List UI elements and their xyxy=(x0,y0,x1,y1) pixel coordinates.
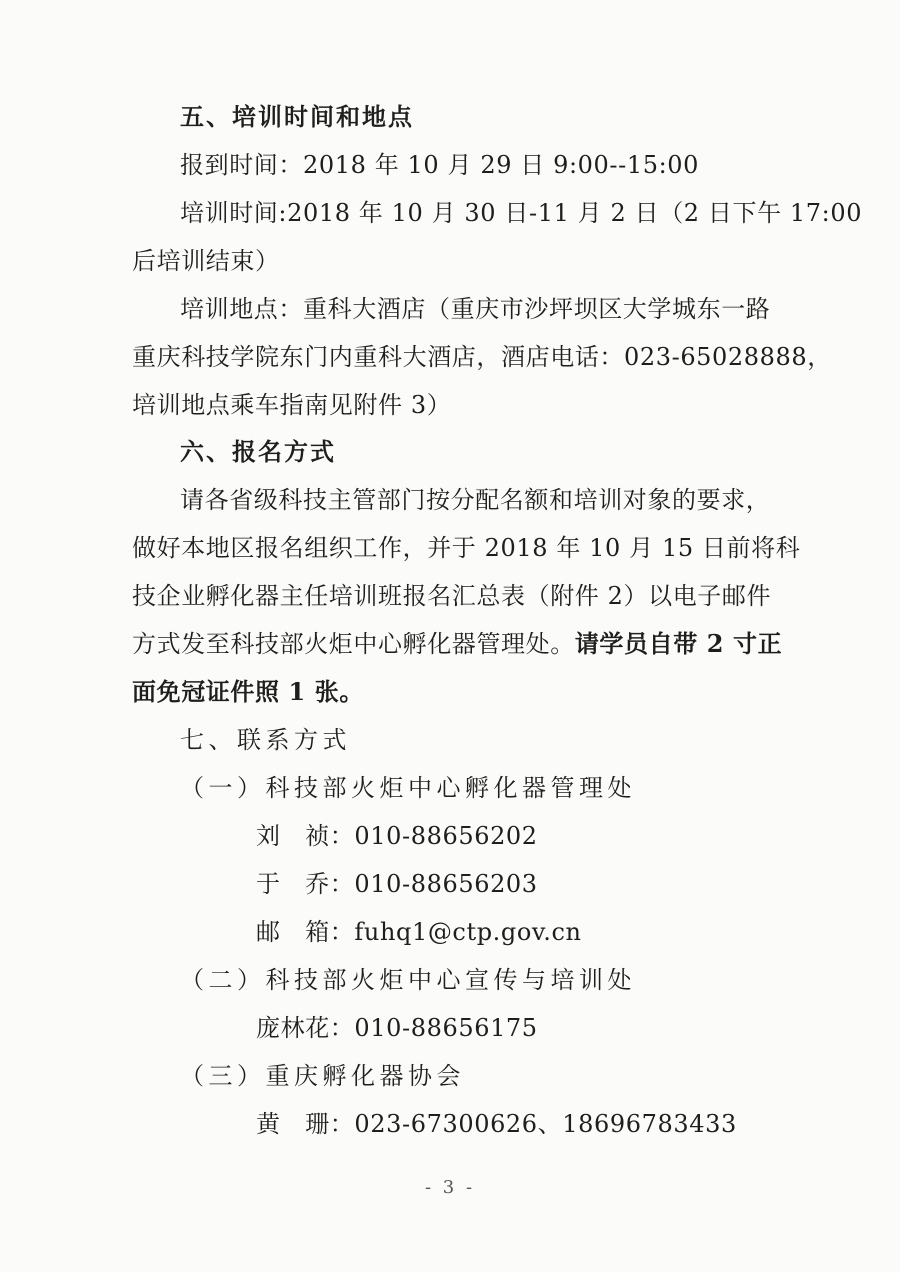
contact-yu-qiao: 于 乔：010-88656203 xyxy=(256,870,538,898)
venue-line-3: 培训地点乘车指南见附件 3） xyxy=(132,391,452,419)
contact-email: 邮 箱：fuhq1@ctp.gov.cn xyxy=(256,918,582,946)
registration-line-4 xyxy=(132,629,783,659)
registration-line-3: 技企业孵化器主任培训班报名汇总表（附件 2）以电子邮件 xyxy=(132,582,772,610)
registration-photo-note-part-2: 面免冠证件照 1 张。 xyxy=(132,677,365,706)
contact-group-2-title: （二）科技部火炬中心宣传与培训处 xyxy=(180,966,636,994)
training-time-line-1: 培训时间:2018 年 10 月 30 日-11 月 2 日（2 日下午 17:00 xyxy=(180,199,863,227)
section-7-heading: 七、联系方式 xyxy=(180,726,351,754)
contact-group-3-title: （三）重庆孵化器协会 xyxy=(180,1062,465,1090)
contact-liu-zhen: 刘 祯：010-88656202 xyxy=(256,822,538,850)
venue-line-1: 培训地点：重科大酒店（重庆市沙坪坝区大学城东一路 xyxy=(180,295,771,323)
registration-line-4-normal: 方式发至科技部火炬中心孵化器管理处。 xyxy=(132,630,575,658)
registration-line-1: 请各省级科技主管部门按分配名额和培训对象的要求， xyxy=(180,486,771,514)
page-number: - 3 - xyxy=(424,1177,476,1198)
registration-photo-note-part-1: 请学员自带 2 寸正 xyxy=(574,629,783,658)
venue-line-2: 重庆科技学院东门内重科大酒店，酒店电话：023-65028888， xyxy=(132,343,832,371)
checkin-time: 报到时间：2018 年 10 月 29 日 9:00--15:00 xyxy=(180,151,700,179)
section-5-heading: 五、培训时间和地点 xyxy=(180,103,414,131)
section-6-heading: 六、报名方式 xyxy=(180,438,336,466)
training-time-line-2: 后培训结束） xyxy=(132,247,280,275)
registration-line-2: 做好本地区报名组织工作，并于 2018 年 10 月 15 日前将科 xyxy=(132,534,801,562)
contact-group-1-title: （一）科技部火炬中心孵化器管理处 xyxy=(180,774,636,802)
contact-huang-shan: 黄 珊：023-67300626、18696783433 xyxy=(256,1110,737,1138)
contact-pang-linhua: 庞林花：010-88656175 xyxy=(256,1014,538,1042)
